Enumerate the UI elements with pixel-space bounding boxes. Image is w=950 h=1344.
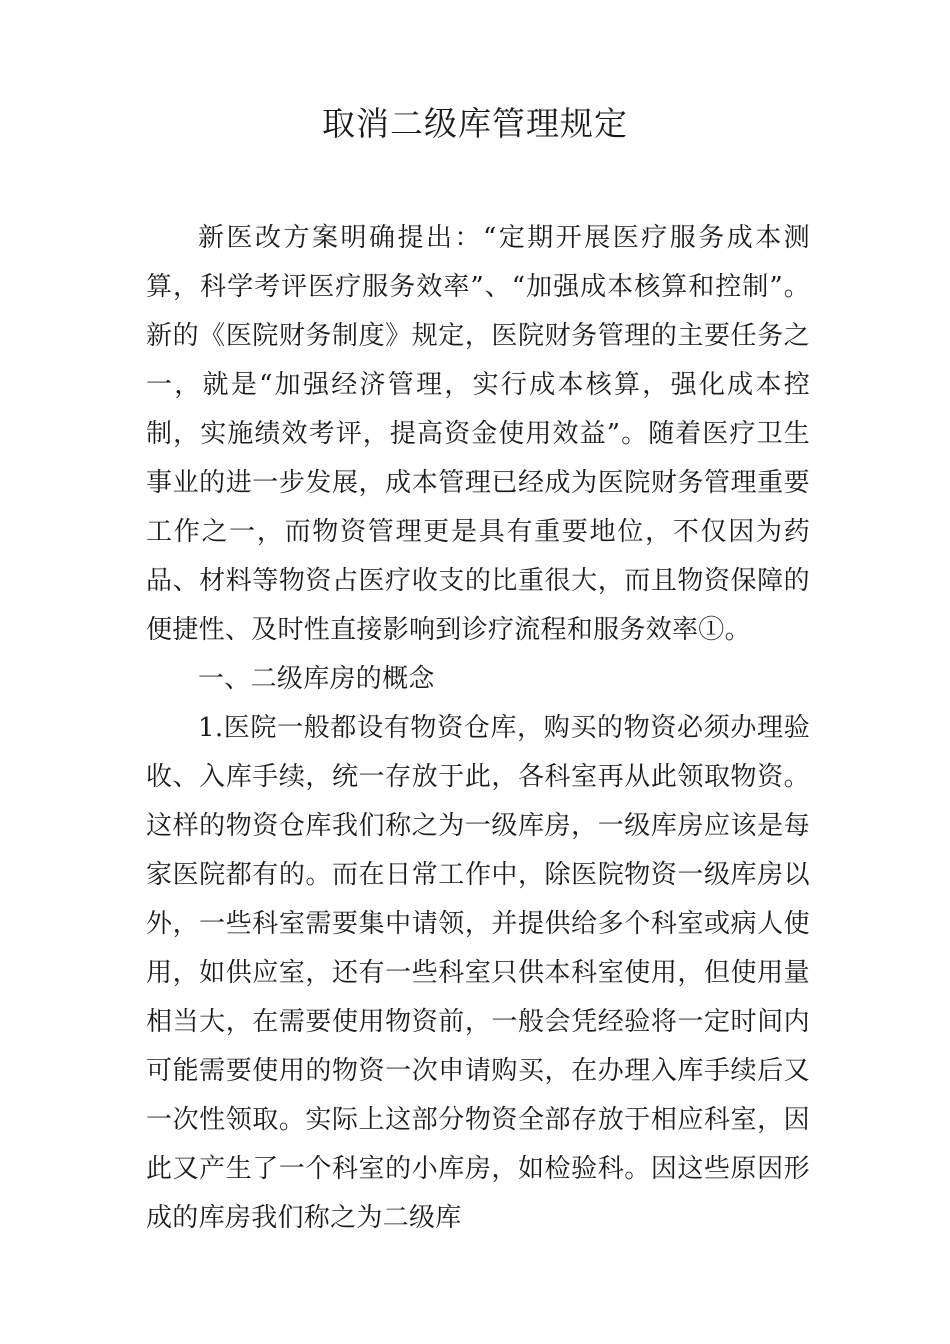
section-heading: 一、二级库房的概念 <box>198 664 435 694</box>
document-body <box>146 214 810 1243</box>
document-title: 取消二级库管理规定 <box>322 104 628 143</box>
paragraph-concept: 1.医院一般都设有物资仓库，购买的物资必须办理验收、入库手续，统一存放于此，各科室再从此领取物资。这样的物资仓库我们称之为一级库房，一级库房应该是每家医院都有的。而在日常工作中，除医院物资一级库房以外，一些科室需要集中请领，并提供给多个科室或病人使用，如供应室，还有一些科室只供本科室使用，但使用量相当大，在需要使用物资前，一般会凭经验将一定时间内可能需要使用的物资一次申请购买，在办理入库手续后又一次性领取。实际上这部分物资全部存放于相应科室，因此又产生了一个科室的小库房，如检验科。因这些原因形成的库房我们称之为二级库 <box>146 713 810 1233</box>
paragraph-intro: 新医改方案明确提出：“定期开展医疗服务成本测算，科学考评医疗服务效率”、“加强成本核算和控制”。新的《医院财务制度》规定，医院财务管理的主要任务之一，就是“加强经济管理，实行成本核算，强化成本控制，实施绩效考评，提高资金使用效益”。随着医疗卫生事业的进一步发展，成本管理已经成为医院财务管理重要工作之一，而物资管理更是具有重要地位，不仅因为药品、材料等物资占医疗收支的比重很大，而且物资保障的便捷性、及时性直接影响到诊疗流程和服务效率①。 <box>146 223 810 645</box>
